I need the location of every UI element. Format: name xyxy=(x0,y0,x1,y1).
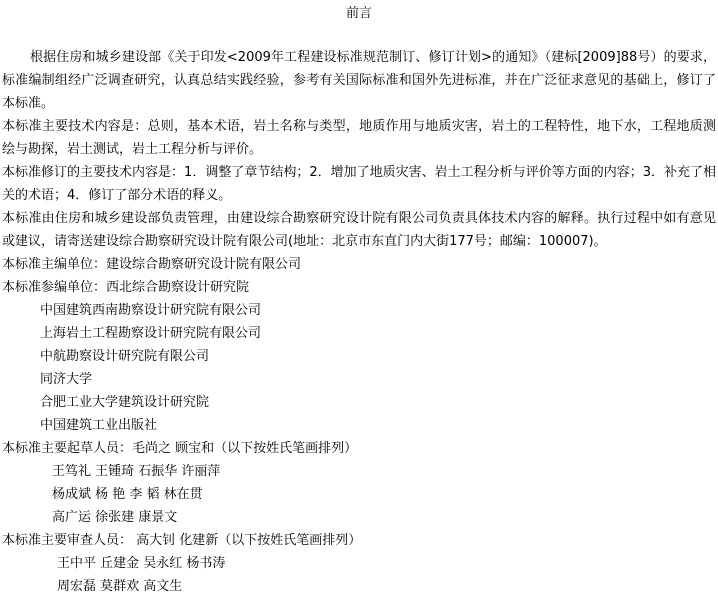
participating-unit: 中航勘察设计研究院有限公司 xyxy=(40,349,210,364)
participating-unit: 同济大学 xyxy=(40,372,93,387)
document-title: 前言 xyxy=(345,6,372,21)
participating-unit: 合肥工业大学建筑设计研究院 xyxy=(40,395,210,410)
drafter-names-row: 王笃礼 王锺琦 石振华 许丽萍 xyxy=(52,464,221,479)
participating-units-heading: 本标准参编单位：西北综合勘察设计研究院 xyxy=(2,280,250,295)
reviewer-names-row: 王中平 丘建金 吴永红 杨书涛 xyxy=(57,556,226,571)
drafter-names-row: 高广运 徐张建 康景文 xyxy=(52,510,178,525)
reviewers-heading: 本标准主要审查人员： 高大钊 化建新（以下按姓氏笔画排列） xyxy=(2,533,362,548)
management-paragraph: 本标准由住房和城乡建设部负责管理，由建设综合勘察研究设计院有限公司负责具体技术内容的解释。执行过程中如有意见或建议，请寄送建设综合勘察研究设计院有限公司(地址：北京市东直门内大街177号；邮编：100007)。 xyxy=(2,211,716,249)
reviewer-names-row: 周宏磊 莫群欢 高文生 xyxy=(57,579,183,594)
participating-unit: 上海岩土工程勘察设计研究院有限公司 xyxy=(40,326,262,341)
chief-editor-unit: 本标准主编单位：建设综合勘察研究设计院有限公司 xyxy=(2,257,302,272)
revision-content-paragraph: 本标准修订的主要技术内容是：1．调整了章节结构；2．增加了地质灾害、岩土工程分析与评价等方面的内容；3．补充了相关的术语；4．修订了部分术语的释义。 xyxy=(2,165,716,203)
drafter-names-row: 杨成斌 杨 艳 李 韬 林在贯 xyxy=(52,487,203,502)
intro-paragraph: 根据住房和城乡建设部《关于印发<2009年工程建设标准规范制订、修订计划>的通知》（建标[2009]88号）的要求，标准编制组经广泛调查研究，认真总结实践经验，参考有关国际标准和国外先进标准，并在广泛征求意见的基础上，修订了本标准。 xyxy=(2,50,716,111)
technical-content-paragraph: 本标准主要技术内容是：总则，基本术语，岩土名称与类型，地质作用与地质灾害，岩土的工程特性，地下水，工程地质测绘与勘探，岩土测试，岩土工程分析与评价。 xyxy=(2,119,716,157)
participating-unit: 中国建筑西南勘察设计研究院有限公司 xyxy=(40,303,262,318)
blank-line xyxy=(2,27,716,46)
drafters-heading: 本标准主要起草人员：毛尚之 顾宝和（以下按姓氏笔画排列） xyxy=(2,441,358,456)
participating-unit: 中国建筑工业出版社 xyxy=(40,418,158,433)
